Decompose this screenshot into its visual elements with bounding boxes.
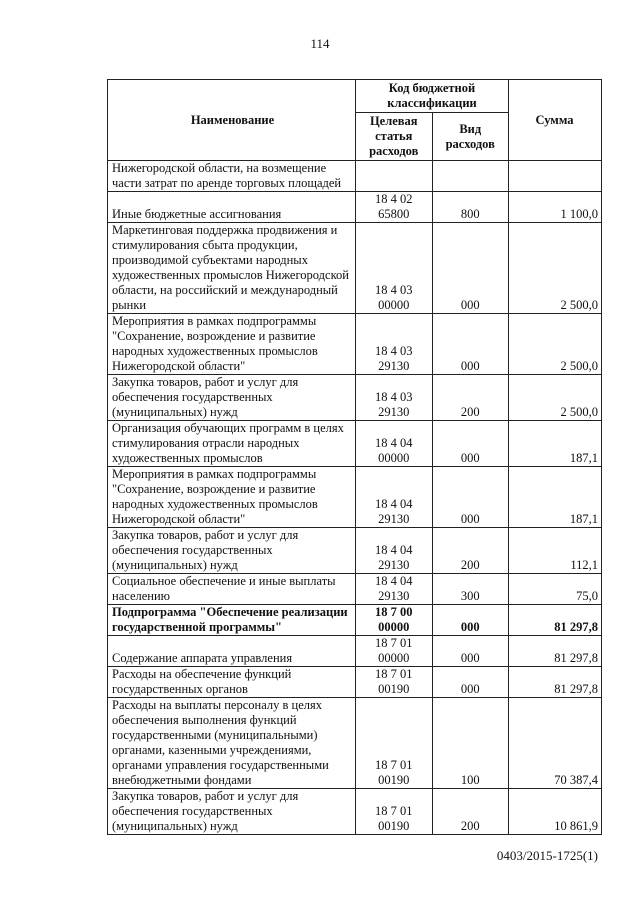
cell-sum: 187,1	[509, 467, 602, 528]
table-row	[108, 223, 602, 314]
cell-expense-type: 300	[432, 574, 509, 605]
cell-sum	[509, 161, 602, 192]
cell-expense-type: 000	[432, 467, 509, 528]
cell-sum: 112,1	[509, 528, 602, 574]
cell-target-article: 18 4 03 29130	[356, 314, 433, 375]
cell-expense-type: 000	[432, 314, 509, 375]
header-sum: Сумма	[509, 80, 602, 161]
cell-sum: 81 297,8	[509, 636, 602, 667]
cell-target-article: 18 7 01 00000	[356, 636, 433, 667]
cell-sum: 70 387,4	[509, 698, 602, 789]
cell-sum: 81 297,8	[509, 667, 602, 698]
table-row	[108, 574, 602, 605]
cell-sum: 1 100,0	[509, 192, 602, 223]
header-row-1	[108, 80, 602, 113]
cell-name: Иные бюджетные ассигнования	[108, 192, 356, 223]
cell-target-article: 18 7 00 00000	[356, 605, 433, 636]
table-row	[108, 421, 602, 467]
cell-expense-type: 800	[432, 192, 509, 223]
page-number: 114	[310, 36, 330, 51]
cell-target-article	[356, 161, 433, 192]
table-row	[108, 605, 602, 636]
cell-expense-type: 100	[432, 698, 509, 789]
cell-target-article: 18 4 03 29130	[356, 375, 433, 421]
cell-name: Содержание аппарата управления	[108, 636, 356, 667]
cell-name: Подпрограмма "Обеспечение реализации государственной программы"	[108, 605, 356, 636]
header-name: Наименование	[108, 80, 356, 161]
cell-expense-type: 200	[432, 375, 509, 421]
cell-name: Закупка товаров, работ и услуг для обеспечения государственных (муниципальных) нужд	[108, 528, 356, 574]
cell-sum: 10 861,9	[509, 789, 602, 835]
cell-target-article: 18 4 03 00000	[356, 223, 433, 314]
table-row	[108, 789, 602, 835]
cell-sum: 81 297,8	[509, 605, 602, 636]
table-header	[108, 80, 602, 161]
cell-name: Мероприятия в рамках подпрограммы "Сохранение, возрождение и развитие народных художественных промыслов Нижегородской области"	[108, 314, 356, 375]
cell-expense-type: 000	[432, 223, 509, 314]
header-expense-type: Вид расходов	[432, 113, 509, 161]
cell-expense-type	[432, 161, 509, 192]
header-code-group: Код бюджетной классификации	[356, 80, 509, 113]
table-row	[108, 314, 602, 375]
table-row	[108, 636, 602, 667]
cell-sum: 2 500,0	[509, 314, 602, 375]
cell-target-article: 18 7 01 00190	[356, 789, 433, 835]
table-body	[108, 161, 602, 835]
cell-name: Закупка товаров, работ и услуг для обеспечения государственных (муниципальных) нужд	[108, 375, 356, 421]
cell-expense-type: 000	[432, 636, 509, 667]
header-target-article: Целевая статья расходов	[356, 113, 433, 161]
cell-target-article: 18 4 04 00000	[356, 421, 433, 467]
cell-sum: 75,0	[509, 574, 602, 605]
cell-expense-type: 000	[432, 667, 509, 698]
budget-table	[107, 79, 602, 835]
cell-expense-type: 200	[432, 528, 509, 574]
table-row	[108, 375, 602, 421]
cell-name: Мероприятия в рамках подпрограммы "Сохранение, возрождение и развитие народных художественных промыслов Нижегородской области"	[108, 467, 356, 528]
cell-target-article: 18 7 01 00190	[356, 698, 433, 789]
cell-expense-type: 000	[432, 421, 509, 467]
table-row	[108, 192, 602, 223]
cell-target-article: 18 4 04 29130	[356, 467, 433, 528]
cell-sum: 2 500,0	[509, 375, 602, 421]
table-row	[108, 467, 602, 528]
cell-sum: 187,1	[509, 421, 602, 467]
cell-target-article: 18 4 04 29130	[356, 528, 433, 574]
cell-target-article: 18 4 02 65800	[356, 192, 433, 223]
cell-expense-type: 000	[432, 605, 509, 636]
table-row	[108, 528, 602, 574]
cell-expense-type: 200	[432, 789, 509, 835]
table-row	[108, 667, 602, 698]
cell-name: Маркетинговая поддержка продвижения и стимулирования сбыта продукции, производимой субъектами народных художественных промыслов Нижегородской области, на российский и международный рынки	[108, 223, 356, 314]
cell-target-article: 18 4 04 29130	[356, 574, 433, 605]
cell-name: Расходы на обеспечение функций государственных органов	[108, 667, 356, 698]
cell-sum: 2 500,0	[509, 223, 602, 314]
cell-name: Расходы на выплаты персоналу в целях обеспечения выполнения функций государственными (муниципальными) органами, казенными учреждениями, органами управления государственными внебюджетными фондами	[108, 698, 356, 789]
cell-name: Организация обучающих программ в целях стимулирования отрасли народных художественных промыслов	[108, 421, 356, 467]
cell-name: Социальное обеспечение и иные выплаты населению	[108, 574, 356, 605]
cell-name: Закупка товаров, работ и услуг для обеспечения государственных (муниципальных) нужд	[108, 789, 356, 835]
cell-name: Нижегородской области, на возмещение части затрат по аренде торговых площадей	[108, 161, 356, 192]
cell-target-article: 18 7 01 00190	[356, 667, 433, 698]
document-code: 0403/2015-1725(1)	[496, 848, 598, 863]
table-row	[108, 161, 602, 192]
table-row	[108, 698, 602, 789]
